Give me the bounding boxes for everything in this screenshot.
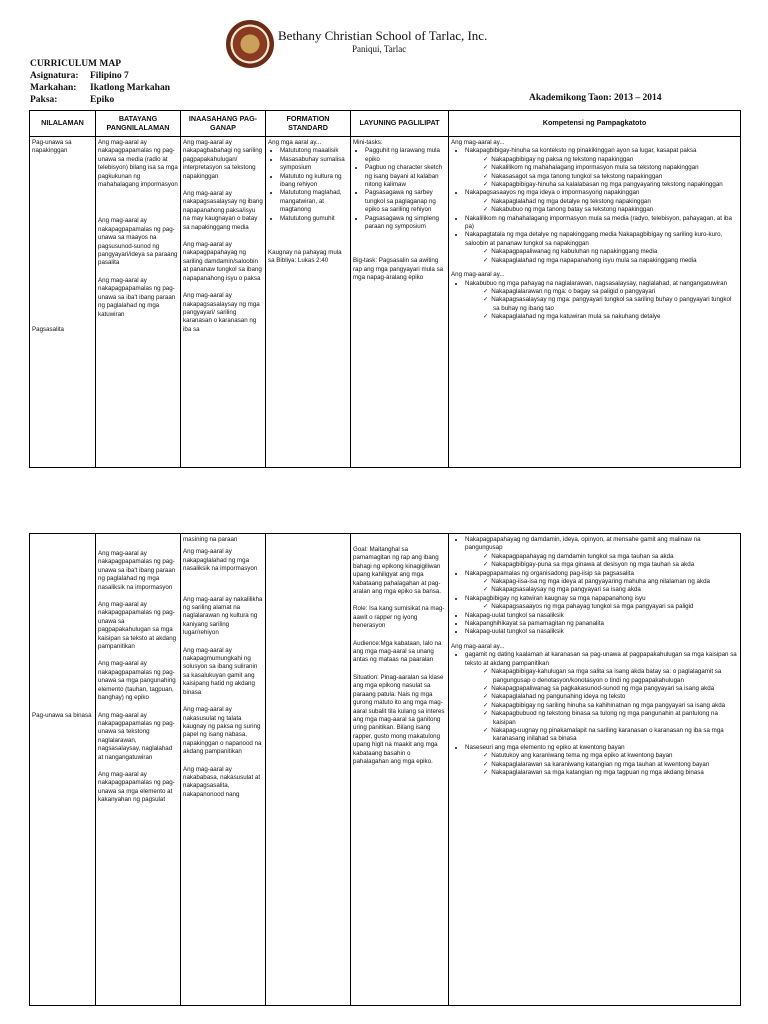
formation-lead: Ang mga aaral ay... xyxy=(268,139,322,146)
komp-lead: Ang mag-aaral ay... xyxy=(451,271,505,279)
meta-row: Markahan: Ikatlong Markahan xyxy=(30,83,170,93)
inaasahang-cell xyxy=(181,137,266,468)
batayang-item: Ang mag-aaral ay nakapagpapamalas ng pag-unawa sa iba't ibang paraan ng paglalahad ng mga nasaliksik na impormasyon xyxy=(98,550,176,591)
header-inaasahang: INAASAHANG PAG-GANAP xyxy=(181,111,266,137)
layunin-list xyxy=(353,147,446,231)
layunin-bigtask: Big-task: Pagsasalin sa awiting rap ang mga pangyayari mula sa mga napag-aralang epiko xyxy=(353,257,444,282)
komp-sublist xyxy=(465,668,738,744)
komp-list xyxy=(451,147,738,265)
komp-sublist xyxy=(465,752,738,777)
komp-subitem: ✓ Nakapag-uugnay ng pinakamalapit na sariling karanasan o karanasan ng iba sa mga karanasang inilahad sa binasa xyxy=(493,727,738,744)
meta-row: Asignatura: Filipino 7 xyxy=(30,71,129,81)
formation-verse: Kaugnay na pahayag mula sa Bibliya: Lukas 2:40 xyxy=(268,249,342,265)
komp-subitem: ✓ Nakapaglalahad ng mga katuwiran mula sa nakuhang detalye xyxy=(493,313,738,321)
komp-lead: Ang mag-aaral ay... xyxy=(451,642,505,650)
kompetensi-cell xyxy=(449,534,741,1006)
komp-item: • Nakapag-uulat tungkol sa nasaliksik xyxy=(465,612,738,620)
komp-subitem: ✓ Nakapag-iisa-isa ng mga ideya at pangyayaring mahuha ang nilalaman ng akda xyxy=(493,578,738,586)
komp-sublist xyxy=(465,248,738,265)
komp-item: • Naseseuri ang mga elemento ng epiko at kwentong bayan ✓ Natutukoy ang karaniwang tema ng mga epiko at kwentong bayan ✓ Nakapaglalarawan sa karaniwang katangian ng mga tauhan at kwentong bayan ✓ Nakapaglalarawan sa mga katangian ng mga tagpuan ng mga akdang binasa xyxy=(465,744,738,778)
inaasahang-item: masining na paraan xyxy=(183,536,238,543)
inaasahang-item: Ang mag-aaral ay nakapagsasalaysay ng mga pangyayari/ sariling karanasan o karanasan ng iba sa xyxy=(183,292,260,333)
academic-year: Akademikong Taon: 2013 – 2014 xyxy=(529,93,662,103)
komp-item: • Nakapagbibigay ng katwiran kaugnay sa mga napapanahong isyu ✓ Nakapagsasaayos ng mga pahayag tungkol sa mga pangyayari sa paligid xyxy=(465,595,738,612)
layunin-item: • Pagguhit ng larawang mula epiko xyxy=(365,147,446,164)
layunin-item: Goal: Maitanghal sa pamamagitan ng rap ang ibang bahagi ng epikong kinagigiliwan upang kahiligyat ang mga kabataang pahalagahan at pag-aralan ang mga epiko sa bansa. xyxy=(353,546,442,596)
komp-item: • Nakapagtatala ng mga detalye ng napakinggang media Nakapagbibigay ng sariling kuro-kuro, saloobin at pananaw tungkol sa napakinggan ✓ Nakapagpapaliwanag ng kabuluhan ng napakinggang media ✓ Nakapaglalahad ng mga napapanahong isyu mula sa napakinggang media xyxy=(465,231,738,265)
formation-item: • Matututong gumuhit xyxy=(280,215,348,223)
doc-title: CURRICULUM MAP xyxy=(30,59,122,69)
batayang-item: Ang mag-aaral ay nakapagpapamalas ng pag-unawa sa mga pangunahing elemento (tauhan, tagpuan, banghay) ng epiko xyxy=(98,660,176,702)
batayang-item: Ang mag-aaral ay nakapagpapamalas ng pag-unawa sa pagpapakahulugan sa mga kaisipan sa teksto at akdang pampanitikan xyxy=(98,601,177,651)
komp-item: • Nakapanghihikayat sa pamamagitan ng pananalita xyxy=(465,620,738,628)
komp-sublist xyxy=(465,288,738,322)
batayang-item: Ang mag-aaral ay nakapagpapamalas ng pag-unawa sa maayos na pagsusunod-sunod ng pangyayari/ideya sa paraang pasalita xyxy=(98,217,178,267)
inaasahang-item: Ang mag-aaral ay nakasusulat ng talata kaugnay ng paksa ng suring papel ng isang nabasa, napakinggan o napanood na akdang pampanitikan xyxy=(183,706,262,756)
inaasahang-cell xyxy=(181,534,266,1006)
komp-item: • Nakapagpapamalas ng organisadong pag-iisip sa pagsasalita ✓ Nakapag-iisa-isa ng mga ideya at pangyayaring mahuha ang nilalaman ng akda ✓ Nakapagsasalaysay ng mga pangyayari sa isang akda xyxy=(465,570,738,595)
batayang-item: Ang mag-aaral ay nakapagpapamalas ng pag-unawa sa mga elemento at kakanyahan ng pagsulat xyxy=(98,770,175,804)
batayang-item: Ang mag-aaral ay nakapagpapamalas ng pag-unawa sa media (radio at telebisyon) bilang isa sa mga pagkukunan ng mahahalagang impormasyon xyxy=(98,139,178,189)
komp-subitem: ✓ Nakapagbibigay-puna sa mga ginawa at desisyon ng mga tauhan sa akda xyxy=(493,561,738,569)
layunin-cell xyxy=(351,534,449,1006)
komp-subitem: ✓ Nakapaglalarawan sa mga katangian ng mga tagpuan ng mga akdang binasa xyxy=(493,769,738,777)
komp-subitem: ✓ Nakasasagot sa mga tanong tungkol sa tekstong napakinggan xyxy=(493,173,738,181)
batayang-cell xyxy=(96,534,181,1006)
komp-list xyxy=(451,280,738,322)
layunin-cell xyxy=(351,137,449,468)
komp-subitem: ✓ Nakapaglalahad ng mga detalye ng tekstong napakinggan xyxy=(493,198,738,206)
formation-item: • Masasabuhay sumalisa symposium xyxy=(280,156,348,173)
komp-sublist xyxy=(465,553,738,570)
komp-list xyxy=(451,536,738,637)
inaasahang-item: Ang mag-aaral ay nakapagsasalaysay ng ibang napapanahong paksa/isyu na may kaugnayan o batay sa napakinggang media xyxy=(183,190,263,231)
komp-item: • Nakapag-uulat tungkol sa nasaliksik xyxy=(465,628,738,636)
komp-subitem: ✓ Nakapagsasalaysay ng mga pangyayari sa isang akda xyxy=(493,586,738,594)
kompetensi-cell xyxy=(449,137,741,468)
komp-sublist xyxy=(465,198,738,215)
school-town: Paniqui, Tarlac xyxy=(352,44,407,54)
layunin-lead: Mini-tasks: xyxy=(353,139,383,146)
header-batayang: BATAYANG PANGNILALAMAN xyxy=(96,111,181,137)
curriculum-meta xyxy=(30,58,170,106)
komp-subitem: ✓ Nakapagbubuod ng tekstong binasa sa tulong ng mga pangunahin at pantulong na kaisipan xyxy=(493,710,738,727)
komp-item: • Nakapagsasaayos ng mga ideya o impormasyong napakinggan ✓ Nakapaglalahad ng mga detalye ng tekstong napakinggan ✓ Nakabubuo ng mga tanong batay sa tekstong napakinggan xyxy=(465,189,738,214)
nilalaman-item: Pag-unawa sa binasa xyxy=(32,712,92,719)
formation-item: • Matututong maglahad, mangatwiran, at magtanong xyxy=(280,189,348,214)
komp-subitem: ✓ Nakapagpapaliwanag ng kabuluhan ng napakinggang media xyxy=(493,248,738,256)
komp-item: • gagamit ng dating kaalaman at karanasan sa pag-unawa at pagpapakahulugan sa mga kaisipan sa teksto at akdang pampanitikan ✓ Nakapagbibigay-kahulugan sa mga salita sa isang akda batay sa: o paglalagamit sa pangungusap o denotasyon/konotasyon o tindi ng pagpapakahulugan ✓ Nakapagpapaliwanag sa pagkakasunod-sunod ng mga pangyayari sa isang akda ✓ Nakapaglalahad ng pangunahing ideya ng teksto ✓ Nakapagbibigay ng sariling hinuha sa kahihinatnan ng mga pangyayari sa isang akda ✓ Nakapagbubuod ng tekstong binasa sa tulong ng mga pangunahin at pantulong na kaisipan ✓ Nakapag-uugnay ng pinakamalapit na sariling karanasan o karanasan ng iba sa mga karanasang inilahad sa binasa xyxy=(465,651,738,743)
inaasahang-item: Ang mag-aaral ay nakapagpapahayag ng sariling damdamin/saloobin at pananaw tungkol sa ibang napapanahong isyu o paksa xyxy=(183,241,262,282)
layunin-item: Situation: Pinag-aaralan sa klase ang mga epikong nasulat sa paraang patula. Nais ng mga gurong matuto ito ang mga mag-aaral subalit tila kulang sa interes ang mga mag-aaral sa ganitong uring panitikan. Bilang isang rapper, gusto mong makatulong upang higit na maakit ang mga kabataang basahin o pahalagahan ang mga epiko. xyxy=(353,673,445,765)
inaasahang-item: Ang mag-aaral ay nakapaglalahad ng mga nasaliksik na impormasyon xyxy=(183,548,258,573)
layunin-item: • Pagsasagawa ng simpleng paraan ng symposium xyxy=(365,215,446,232)
curriculum-table-1 xyxy=(29,110,741,468)
batayang-item: Ang mag-aaral ay nakapagpapamalas ng pag-unawa sa iba't ibang paraan ng paglalahad ng mga katuwiran xyxy=(98,276,176,318)
komp-subitem: ✓ Nakapagbibigay-hinuha sa kalalabasan ng mga pangyayaring tekstong napakinggan xyxy=(493,181,738,189)
komp-subitem: ✓ Natutukoy ang karaniwang tema ng mga epiko at kwentong bayan xyxy=(493,752,738,760)
komp-subitem: ✓ Nakapaglalahad ng mga napapanahong isyu mula sa napakinggang media xyxy=(493,257,738,265)
nilalaman-cell xyxy=(30,534,96,1006)
layunin-item: Audience:Mga kabataan, lalo na ang mga mag-aaral sa unang antas ng mataas na paaralan xyxy=(353,639,442,664)
meta-row: Paksa: Epiko xyxy=(30,95,115,105)
formation-item: • Matututong maaalisik xyxy=(280,147,348,155)
komp-subitem: ✓ Nakabubuo ng mga tanong batay sa tekstong napakinggan xyxy=(493,206,738,214)
header-layunin: LAYUNING PAGLILIPAT xyxy=(351,111,449,137)
komp-subitem: ✓ Nakapaglalahad ng pangunahing ideya ng teksto xyxy=(493,693,738,701)
komp-subitem: ✓ Nakapagsasalaysay ng mga: pangyayari tungkol sa sariling buhay o pangyayari tungkol sa buhay ng ibang tao xyxy=(493,296,738,313)
komp-subitem: ✓ Nakapagbibigay ng paksa ng tekstong napakinggan xyxy=(493,156,738,164)
header-nilalaman: NILALAMAN xyxy=(30,111,96,137)
komp-subitem: ✓ Nakapagpapaliwanag sa pagkakasunod-sunod ng mga pangyayari sa isang akda xyxy=(493,685,738,693)
komp-subitem: ✓ Nakalilikom ng mahahalagang impormasyon mula sa tekstong napakinggan xyxy=(493,164,738,172)
komp-sublist xyxy=(465,578,738,595)
formation-cell xyxy=(266,137,351,468)
inaasahang-item: Ang mag-aaral ay nakapagbabahagi ng sariling pagpapakahulugan/ interpretasyon sa tekstong napakinggan xyxy=(183,139,263,180)
batayang-cell xyxy=(96,137,181,468)
inaasahang-item: Ang mag-aaral ay nakababasa, nakasusulat at nakapagsasalita, nakapanonood nang xyxy=(183,765,261,798)
komp-subitem: ✓ Nakapagpapahayag ng damdamin tungkol sa mga tauhan sa akda xyxy=(493,553,738,561)
inaasahang-item: Ang mag-aaral ay nakapagmumungkahi ng solusyon sa ibang suliranin sa kasalukuyan gamit ang kaisipang hatid ng akdang binasa xyxy=(183,646,258,696)
nilalaman-cell xyxy=(30,137,96,468)
school-name: Bethany Christian School of Tarlac, Inc. xyxy=(278,28,488,43)
inaasahang-item: Ang mag-aaral ay nakalilikha ng sariling alamat na naglalarawan ng kultura ng kaniyang sariling lugar/rehiyon xyxy=(183,595,263,637)
komp-subitem: ✓ Nakapaglalarawan sa karaniwang katangian ng mga tauhan at kwentong bayan xyxy=(493,761,738,769)
header-kompetensi: Kompetensi ng Pampagkatoto xyxy=(449,111,741,137)
komp-item: • Nakabubuo ng mga pahayag na naglalarawan, nagsasalaysay, naglalahad, at nangangatuwiran ✓ Nakapaglalarawan ng mga: o bagay sa paligid o pangyayari ✓ Nakapagsasalaysay ng mga: pangyayari tungkol sa sariling buhay o pangyayari tungkol sa buhay ng ibang tao ✓ Nakapaglalahad ng mga katuwiran mula sa nakuhang detalye xyxy=(465,280,738,322)
formation-list xyxy=(268,147,348,223)
komp-item: • Nakapagpapahayag ng damdamin, ideya, opinyon, at mensahe gamit ang malinaw na pangungusap ✓ Nakapagpapahayag ng damdamin tungkol sa mga tauhan sa akda ✓ Nakapagbibigay-puna sa mga ginawa at desisyon ng mga tauhan sa akda xyxy=(465,536,738,570)
nilalaman-item: Pag-unawa sa napakinggan xyxy=(32,139,72,155)
komp-lead: Ang mag-aaral ay... xyxy=(451,139,505,146)
batayang-item: Ang mag-aaral ay nakapagpapamalas ng pag-unawa sa tekstong naglalarawan, nagsasalaysay, naglalahad at nangangatuwiran xyxy=(98,711,175,761)
komp-item: • Nakapagbibigay-hinuha sa konteksto ng pinakikinggan ayon sa lugar, kasapat paksa ✓ Nakapagbibigay ng paksa ng tekstong napakinggan ✓ Nakalilikom ng mahahalagang impormasyon mula sa tekstong napakinggan ✓ Nakasasagot sa mga tanong tungkol sa tekstong napakinggan ✓ Nakapagbibigay-hinuha sa kalalabasan ng mga pangyayaring tekstong napakinggan xyxy=(465,147,738,189)
komp-sublist xyxy=(465,603,738,611)
komp-subitem: ✓ Nakapaglalarawan ng mga: o bagay sa paligid o pangyayari xyxy=(493,288,738,296)
komp-item: • Nakalilikom ng mahahalagang impormasyon mula sa media (radyo, telebisyon, pahayagan, at iba pa) xyxy=(465,215,738,232)
nilalaman-item: Pagsasalita xyxy=(32,325,64,333)
header-formation: FORMATION STANDARD xyxy=(266,111,351,137)
layunin-item: Role: Isa kang sumisikat na mag-aawit o rapper ng iyong henerasyon xyxy=(353,605,445,630)
layunin-item: • Pagsasagawa ng sarbey tungkol sa paglaganap ng epiko sa sariling rehiyon xyxy=(365,189,446,214)
formation-cell xyxy=(266,534,351,1006)
layunin-item: • Pagbuo ng character sketch ng isang bayani at kalaban nitong kalimaw xyxy=(365,164,446,189)
formation-item: • Matututo ng kultura ng ibang rehiyon xyxy=(280,173,348,190)
komp-subitem: ✓ Nakapagsasaayos ng mga pahayag tungkol sa mga pangyayari sa paligid xyxy=(493,603,738,611)
komp-subitem: ✓ Nakapagbibigay-kahulugan sa mga salita sa isang akda batay sa: o paglalagamit sa pangungusap o denotasyon/konotasyon o tindi ng pagpapakahulugan xyxy=(493,668,738,685)
komp-sublist xyxy=(465,156,738,190)
komp-subitem: ✓ Nakapagbibigay ng sariling hinuha sa kahihinatnan ng mga pangyayari sa isang akda xyxy=(493,702,738,710)
komp-list xyxy=(451,651,738,777)
curriculum-table-2 xyxy=(29,533,741,1006)
school-seal-logo xyxy=(226,20,274,68)
